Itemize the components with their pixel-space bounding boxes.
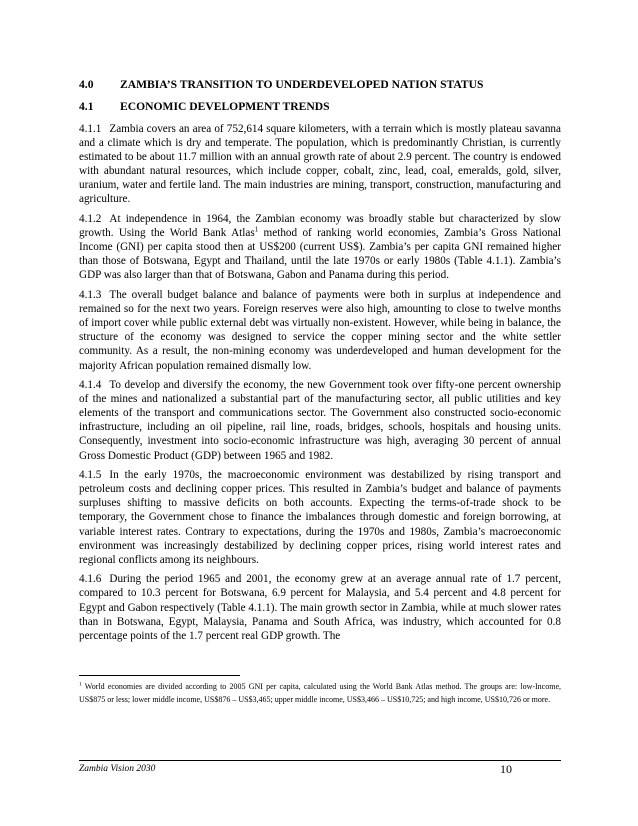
paragraph-4-1-6 [79, 572, 561, 642]
paragraph-text: The overall budget balance and balance of payments were both in surplus at independence and remained so for the next two years. Foreign reserves were also high, amounting to close to twelve months of import cover while public external debt was virtually non-existent. However, while being in balance, the structure of the economy was designed to service the copper mining sector and the white settler community. As a result, the non-mining economy was underdeveloped and human development for the majority African population remained dismally low. [79, 289, 561, 372]
paragraph-4-1-1 [79, 122, 561, 207]
section-heading-4-0 [79, 78, 561, 92]
footnote [79, 681, 561, 707]
paragraph-text-continued: method of ranking world economies, Zambia’s Gross National Income (GNI) per capita stood then at US$200 (current US$). Zambia’s per capita GNI remained higher than those of Botswana, Egypt and Thailand, until the late 1970s or early 1980s (Table 4.1.1). Zambia’s GDP was also larger than that of Botswana, Gabon and Panama during this period. [79, 227, 561, 282]
footer-document-title: Zambia Vision 2030 [79, 764, 156, 774]
main-content [79, 78, 561, 648]
footnote-reference[interactable]: 1 [254, 225, 259, 234]
footnote-divider [79, 675, 240, 676]
footnote-text: World economies are divided according to 2005 GNI per capita, calculated using the World Bank Atlas method. The groups are: low-Income, US$875 or less; lower middle income, US$876 – US$3,465; upper middle income, US$3,466 – US$10,725; and high income, US$10,726 or more. [79, 682, 561, 704]
paragraph-number: 4.1.4 [79, 379, 102, 392]
paragraph-number: 4.1.1 [79, 123, 102, 135]
paragraph-4-1-3 [79, 288, 561, 373]
paragraph-text: To develop and diversify the economy, the new Government took over fifty-one percent ownership of the mines and nationalized a substantial part of the manufacturing sector, all public utilities and key elements of the transport and communications sector. The Government also constructed socio-economic infrastructure, including an oil pipeline, rail line, roads, bridges, schools, hospitals and housing units. Consequently, investment into socio-economic infrastructure was high, averaging 30 percent of annual Gross Domestic Product (GDP) between 1965 and 1982. [79, 379, 561, 462]
paragraph-4-1-2 [79, 212, 561, 282]
paragraph-number: 4.1.5 [79, 469, 102, 482]
paragraph-number: 4.1.3 [79, 289, 102, 302]
paragraph-number: 4.1.6 [79, 573, 102, 586]
heading-number: 4.0 [79, 78, 94, 91]
paragraph-text: Zambia covers an area of 752,614 square kilometers, with a terrain which is mostly plateau savanna and a climate which is dry and temperate. The population, which is predominantly Christian, is currently estimated to be about 11.7 million with an annual growth rate of about 2.9 percent. The country is endowed with abundant natural resources, which include copper, cobalt, zinc, lead, coal, emeralds, gold, silver, uranium, water and fertile land. The main industries are mining, transport, construction, manufacturing and agriculture. [79, 123, 561, 206]
heading-text: ECONOMIC DEVELOPMENT TRENDS [120, 100, 330, 113]
footer-divider [79, 760, 561, 761]
heading-number: 4.1 [79, 100, 94, 113]
paragraph-number: 4.1.2 [79, 213, 102, 226]
paragraph-4-1-5 [79, 468, 561, 567]
paragraph-text: During the period 1965 and 2001, the economy grew at an average annual rate of 1.7 percent, compared to 10.3 percent for Botswana, 6.9 percent for Malaysia, and 5.4 percent and 4.8 percent for Egypt and Gabon respectively (Table 4.1.1). The main growth sector in Zambia, while at much slower rates than in Botswana, Egypt, Malaysia, Panama and South Africa, was industry, which accounted for 0.8 percentage points of the 1.7 percent real GDP growth. The [79, 573, 561, 642]
paragraph-text: At independence in 1964, the Zambian economy was broadly stable but characterized by slow growth. Using the World Bank Atlas [79, 213, 561, 240]
paragraph-4-1-4 [79, 378, 561, 463]
paragraph-text: In the early 1970s, the macroeconomic environment was destabilized by rising transport and petroleum costs and declining copper prices. This resulted in Zambia’s budget and balance of payments surpluses shifting to massive deficits on both accounts. Expecting the terms-of-trade shock to be temporary, the Government chose to finance the imbalances through domestic and foreign borrowing, at variable interest rates. Contrary to expectations, during the 1970s and 1980s, Zambia’s macroeconomic environment was increasingly destabilized by declining copper prices, rising world interest rates and regional conflicts among its neighbours. [79, 469, 561, 566]
page-number: 10 [500, 762, 512, 776]
footnote-marker: 1 [79, 681, 82, 688]
heading-text: ZAMBIA’S TRANSITION TO UNDERDEVELOPED NATION STATUS [120, 78, 484, 91]
section-heading-4-1 [79, 100, 561, 114]
